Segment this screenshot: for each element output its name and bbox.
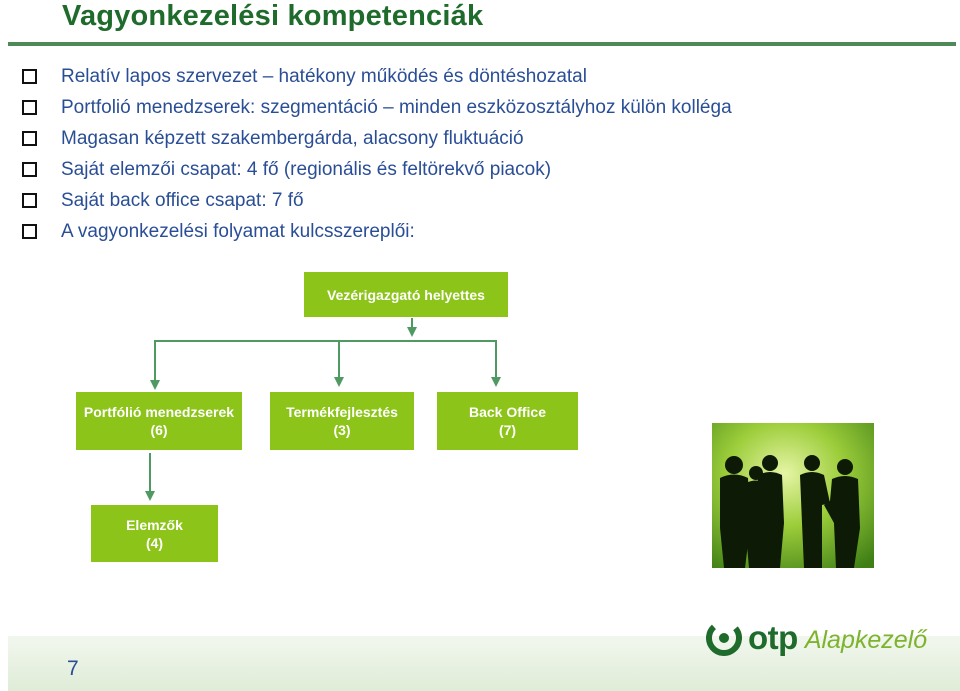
node-count: (4) (145, 534, 164, 551)
otp-logo-icon (706, 620, 742, 656)
bullet-text: Magasan képzett szakembergárda, alacsony fluktuáció (61, 127, 524, 149)
bullet-text: Portfolió menedzserek: szegmentáció – minden eszközosztályhoz külön kolléga (61, 96, 732, 118)
node-label: Vezérigazgató helyettes (327, 286, 485, 303)
node-analysts (91, 505, 218, 562)
node-back-office (437, 392, 578, 450)
logo-suffix: Alapkezelő (804, 625, 928, 654)
connector-horizontal (155, 341, 496, 384)
node-count: (7) (498, 422, 517, 438)
node-label: Elemzők (126, 516, 183, 533)
bullet-text: Saját back office csapat: 7 fő (61, 189, 304, 211)
node-count: (3) (333, 422, 351, 438)
page-number: 7 (67, 657, 79, 680)
node-portfolio-managers (76, 392, 242, 450)
node-count: (6) (150, 422, 168, 438)
bullet-text: Relatív lapos szervezet – hatékony működés és döntéshozatal (61, 65, 587, 87)
logo-brand: otp (748, 619, 798, 656)
otp-alapkezelo-logo (706, 618, 927, 658)
node-product-development (270, 392, 414, 450)
bullet-text: A vagyonkezelési folyamat kulcsszereplői: (61, 220, 415, 242)
node-label: Termékfejlesztés (286, 404, 398, 420)
node-label: Back Office (468, 404, 547, 420)
business-people-photo (712, 423, 874, 568)
node-deputy-ceo (304, 272, 508, 317)
slide-title: Vagyonkezelési kompetenciák (62, 0, 484, 32)
node-label: Portfólió menedzserek (83, 404, 235, 420)
bullet-text: Saját elemzői csapat: 4 fő (regionális és feltörekvő piacok) (61, 158, 552, 180)
